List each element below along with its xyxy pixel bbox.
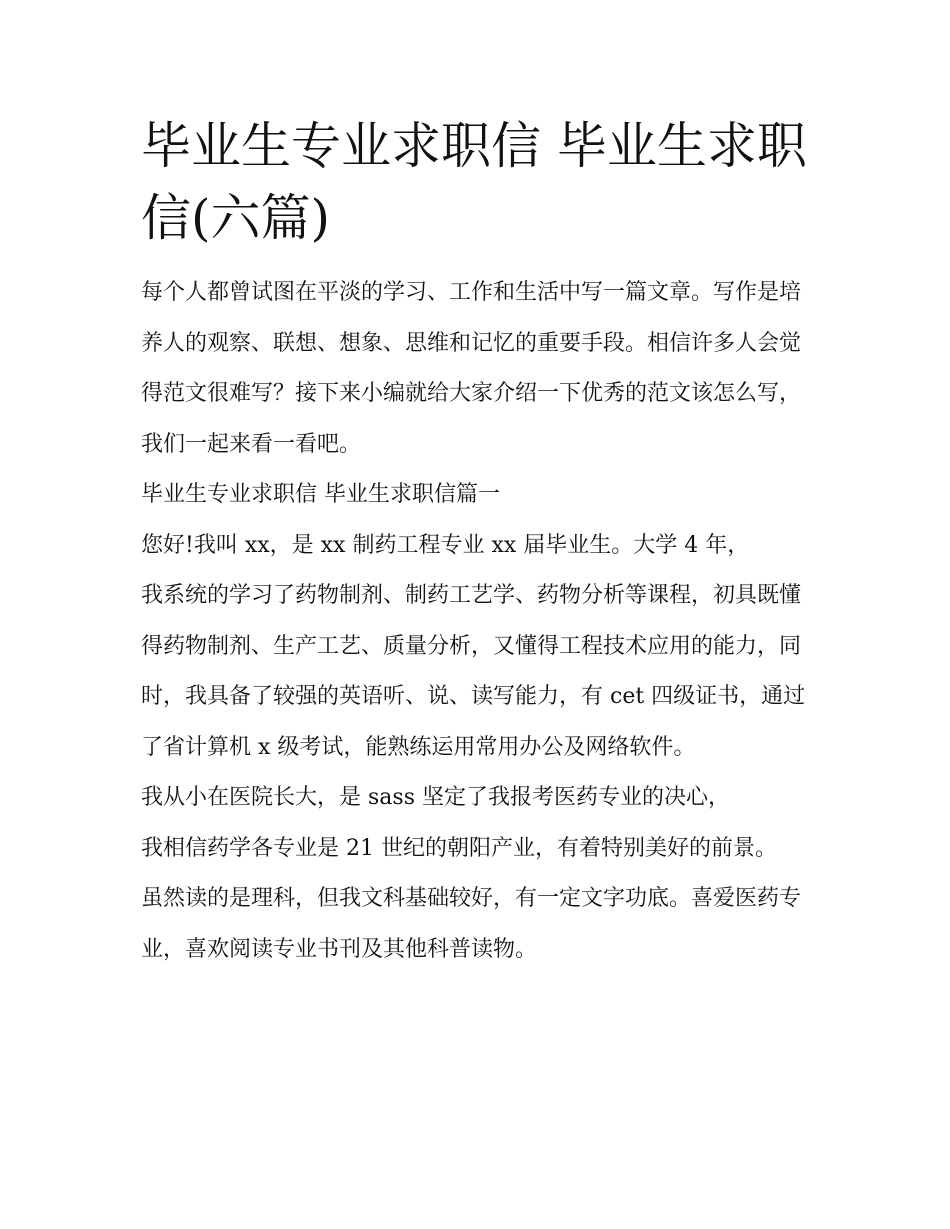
- intro-paragraph: 每个人都曾试图在平淡的学习、工作和生活中写一篇文章。写作是培养人的观察、联想、想象、思维和记忆的重要手段。相信许多人会觉得范文很难写？接下来小编就给大家介绍一下优秀的范文该怎么写，我们一起来看一看吧。: [141, 280, 802, 457]
- document-page: [141, 110, 813, 975]
- section-heading: 毕业生专业求职信 毕业生求职信篇一: [141, 482, 500, 507]
- letter-paragraph: 我从小在医院长大，是 sass 坚定了我报考医药专业的决心，: [141, 785, 730, 810]
- letter-paragraph: 我系统的学习了药物制剂、制药工艺学、药物分析等课程，初具既懂得药物制剂、生产工艺、质量分析，又懂得工程技术应用的能力，同时，我具备了较强的英语听、说、读写能力，有 cet 四级证书，通过了省计算机 x 级考试，能熟练运用常用办公及网络软件。: [141, 583, 806, 760]
- document-body: [141, 268, 813, 975]
- letter-paragraph: 我相信药学各专业是 21 世纪的朝阳产业，有着特别美好的前景。: [141, 835, 777, 861]
- letter-paragraph: 您好!我叫 xx，是 xx 制药工程专业 xx 届毕业生。大学 4 年，: [141, 532, 750, 558]
- document-title: 毕业生专业求职信 毕业生求职信(六篇): [141, 117, 807, 247]
- letter-paragraph: 虽然读的是理科，但我文科基础较好，有一定文字功底。喜爱医药专业，喜欢阅读专业书刊及其他科普读物。: [141, 886, 802, 962]
